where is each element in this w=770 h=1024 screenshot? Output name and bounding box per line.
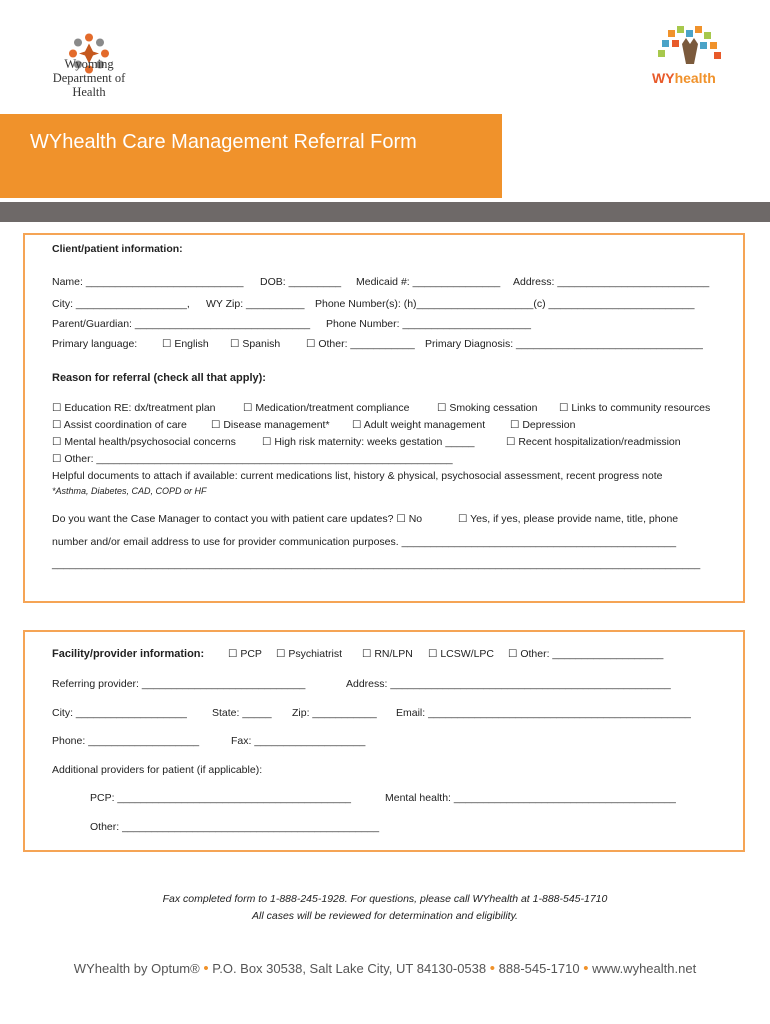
reason-disease-checkbox[interactable]: ☐ Disease management* (211, 419, 330, 431)
footer-website-link[interactable]: www.wyhealth.net (592, 961, 697, 976)
reason-community-checkbox[interactable]: ☐ Links to community resources (559, 402, 711, 414)
fax-instructions: Fax completed form to 1-888-245-1928. For questions, please call WYhealth at 1-888-545-1710 (162, 893, 608, 905)
facility-other-checkbox[interactable]: ☐ Other: ___________________ (508, 648, 664, 660)
facility-rn-lpn-checkbox[interactable]: ☐ RN/LPN (362, 648, 413, 660)
footer-separator-dot: • (489, 960, 496, 977)
facility-address-field[interactable]: Address: ________________________________________________ (346, 678, 671, 690)
additional-pcp-field[interactable]: PCP: ________________________________________ (90, 792, 352, 804)
footer-po-box: P.O. Box 30538, Salt Lake City, UT 84130-0538 (212, 961, 487, 976)
facility-heading: Facility/provider information: (52, 648, 205, 660)
footer-contact (0, 960, 770, 977)
disease-footnote: *Asthma, Diabetes, CAD, COPD or HF (52, 486, 207, 496)
reason-education-checkbox[interactable]: ☐ Education RE: dx/treatment plan (52, 402, 216, 414)
reason-other-checkbox[interactable]: ☐ Other: _____________________________________________________________ (52, 453, 453, 465)
medicaid-field[interactable]: Medicaid #: _______________ (356, 276, 501, 288)
parent-guardian-field[interactable]: Parent/Guardian: ______________________________ (52, 318, 311, 330)
referring-provider-field[interactable]: Referring provider: ____________________________ (52, 678, 306, 690)
facility-psychiatrist-checkbox[interactable]: ☐ Psychiatrist (276, 648, 343, 660)
reason-smoking-checkbox[interactable]: ☐ Smoking cessation (437, 402, 538, 414)
footer-phone: 888-545-1710 (498, 961, 580, 976)
footer-separator-dot: • (583, 960, 589, 977)
reason-mental-health-checkbox[interactable]: ☐ Mental health/psychosocial concerns (52, 436, 236, 448)
facility-lcsw-lpc-checkbox[interactable]: ☐ LCSW/LPC (428, 648, 495, 660)
contact-question[interactable]: Do you want the Case Manager to contact you with patient care updates? ☐ No (52, 513, 423, 525)
facility-fax-field[interactable]: Fax: ___________________ (231, 735, 366, 747)
primary-diagnosis-field[interactable]: Primary Diagnosis: ________________________________ (425, 338, 703, 350)
facility-state-field[interactable]: State: _____ (212, 707, 272, 719)
footer-separator-dot: • (203, 960, 209, 977)
facility-phone-field[interactable]: Phone: ___________________ (52, 735, 200, 747)
language-other-checkbox[interactable]: ☐ Other: ___________ (306, 338, 415, 350)
reason-hospitalization-checkbox[interactable]: ☐ Recent hospitalization/readmission (506, 436, 681, 448)
additional-other-field[interactable]: Other: ____________________________________________ (90, 821, 380, 833)
guardian-phone-field[interactable]: Phone Number: ______________________ (326, 318, 531, 330)
phone-numbers-field[interactable]: Phone Number(s): (h)____________________(c) _________________________ (315, 298, 695, 310)
wyhealth-logo-health: health (674, 70, 716, 86)
reason-medication-checkbox[interactable]: ☐ Medication/treatment compliance (243, 402, 410, 414)
contact-yes-checkbox[interactable]: ☐ Yes, if yes, please provide name, title, phone (458, 513, 679, 525)
language-english-checkbox[interactable]: ☐ English (162, 338, 209, 350)
language-spanish-checkbox[interactable]: ☐ Spanish (230, 338, 281, 350)
reason-coordination-checkbox[interactable]: ☐ Assist coordination of care (52, 419, 187, 431)
review-note: All cases will be reviewed for determination and eligibility. (252, 910, 518, 922)
reason-depression-checkbox[interactable]: ☐ Depression (510, 419, 576, 431)
city-field[interactable]: City: ___________________, (52, 298, 190, 310)
dob-field[interactable]: DOB: _________ (260, 276, 342, 288)
reason-maternity-checkbox[interactable]: ☐ High risk maternity: weeks gestation _____ (262, 436, 475, 448)
wyhealth-logo-wy: WY (652, 70, 675, 86)
contact-details-line-2[interactable]: _______________________________________________________________________________________________________________ (52, 558, 701, 570)
wy-zip-field[interactable]: WY Zip: __________ (206, 298, 305, 310)
facility-email-field[interactable]: Email: _____________________________________________ (396, 707, 691, 719)
wyhealth-logo-text (652, 70, 716, 86)
additional-providers-label: Additional providers for patient (if applicable): (52, 764, 263, 776)
facility-city-field[interactable]: City: ___________________ (52, 707, 187, 719)
contact-details-line[interactable]: number and/or email address to use for provider communication purposes. _______________________________________________ (52, 536, 677, 548)
helpful-documents-text: Helpful documents to attach if available: current medications list, history & physical, psychosocial assessment, recent progress note (52, 470, 663, 482)
reason-heading: Reason for referral (check all that apply): (52, 372, 266, 384)
page-title: WYhealth Care Management Referral Form (30, 131, 417, 153)
reason-weight-checkbox[interactable]: ☐ Adult weight management (352, 419, 486, 431)
name-field[interactable]: Name: ___________________________ (52, 276, 244, 288)
address-field[interactable]: Address: __________________________ (513, 276, 710, 288)
facility-pcp-checkbox[interactable]: ☐ PCP (228, 648, 262, 660)
facility-zip-field[interactable]: Zip: ___________ (292, 707, 377, 719)
primary-language-label: Primary language: (52, 338, 138, 350)
client-info-heading: Client/patient information: (52, 243, 183, 255)
wyoming-department-of-health-name: Wyoming Department of Health (52, 57, 126, 99)
footer-company: WYhealth by Optum® (73, 961, 200, 976)
title-banner (0, 114, 502, 198)
header-divider-bar (0, 202, 770, 222)
additional-mental-health-field[interactable]: Mental health: ______________________________________ (385, 792, 676, 804)
